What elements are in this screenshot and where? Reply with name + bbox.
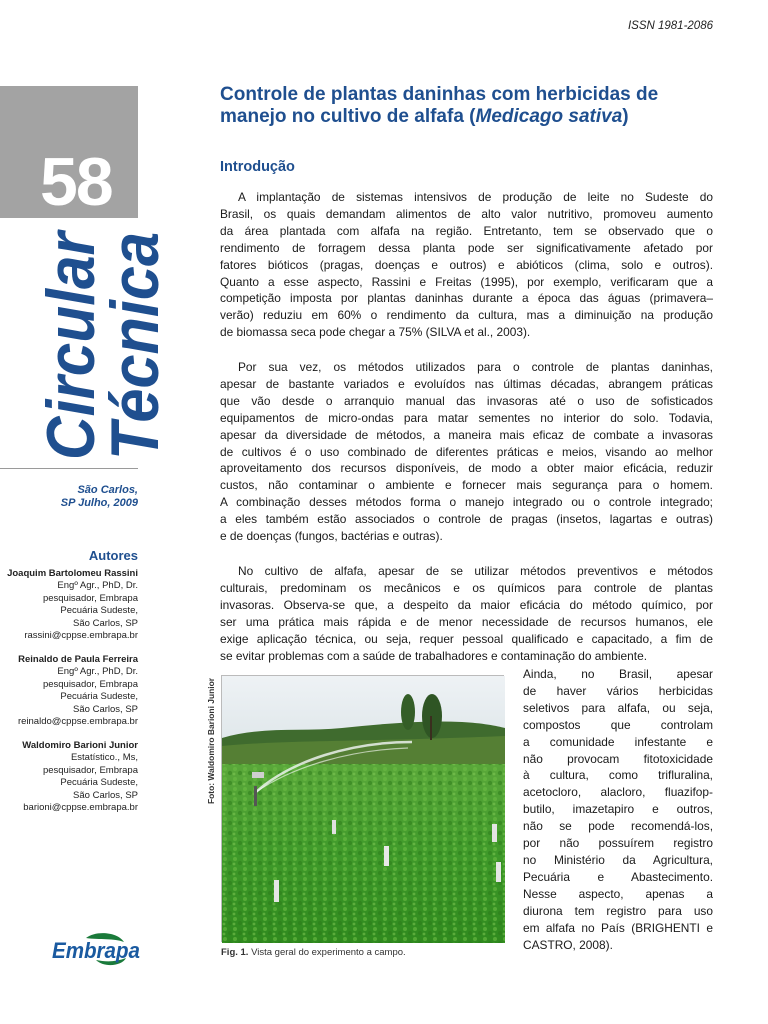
series-number: 58 [40,144,112,220]
place-date: São Carlos, SP Julho, 2009 [60,484,138,509]
paragraph-2: Por sua vez, os métodos utilizados para o controle de plantas daninhas, apesar de bastante variados e evoluídos nas últimas décadas, abrangem práticas que vão desde o arranquio manual das invasoras até o uso de sofisticados equipamentos de micro-ondas para matar sementes no interior do solo. Todavia, apesar da diversidade de métodos, a maneira mais eficaz de combate a invasoras de cultivos é o uso combinado de diferentes práticas e meios, visando ao melhor aproveitamento dos recursos disponíveis, de modo a obter maior eficácia, reduzir custos, não contaminar o ambiente e fornecer mais segurança para o homem. A combinação desses métodos forma o manejo integrado ou o controle integrado; a eles também estão associados o controle de pragas (insetos, lagartas e outras) e de doenças (fungos, bactérias e outras). [220,360,713,544]
series-name [20,203,173,462]
logo-wordmark: Embrapa [52,938,140,963]
paragraph-3: No cultivo de alfafa, apesar de se utilizar métodos preventivos e métodos culturais, predominam os mecânicos e os químicos para controle de plantas invasoras. Observa-se que, a despeito da maior eficácia do método químico, por ser uma prática mais rápida e de menor necessidade de recursos humanos, ele exige aplicação técnica, ou seja, requer pessoal qualificado e capacitado, a fim de se evitar problemas com a saúde de trabalhadores e contaminação do ambiente. [220,564,713,663]
embrapa-logo [52,932,142,966]
document-title: Controle de plantas daninhas com herbicidas de manejo no cultivo de alfafa (Medicago sativa) [220,84,659,127]
svg-text:Foto: Waldomiro Barioni Junior: Foto: Waldomiro Barioni Junior [206,676,216,804]
issn-label: ISSN 1981-2086 [627,20,713,32]
author-email: reinaldo@cppse.embrapa.br [17,716,138,728]
paragraph-4: Ainda, no Brasil, apesar de haver vários herbicidas seletivos para alfafa, ou seja, compostos que controlam a comunidade infestante e não provocam fitotoxicidade à cultura, como trifluralina, acetocloro, alacloro, fluazifop- butilo, imazetapiro e outros, não se pode recomendá-los, por não possuírem registro no Ministério da Agricultura, Pecuária e Abastecimento. Nesse aspecto, apenas a diurona tem registro para uso em alfafa no País (BRIGHENTI e CASTRO, 2008). [523,667,713,952]
field-photo [221,675,504,942]
paragraph-1: A implantação de sistemas intensivos de produção de leite no Sudeste do Brasil, os quais demandam alimentos de alto valor nutritivo, promoveu aumento da área plantada com alfafa na região. Entretanto, tem se observado que o rendimento de forragem dessa planta pode ser significativamente afetado por fatores bióticos (pragas, doenças e outros) e abióticos (clima, solo e outros). Quanto a esse aspecto, Rassini e Freitas (1995), por exemplo, verificaram que a competição imposta por plantas daninhas durante a época das águas (primavera– verão) reduziu em 60% o rendimento da cultura, mas a diminuição na produção de biomassa seca pode chegar a 75% (SILVA et al., 2003). [220,190,713,340]
series-name-line1: Circular [33,203,109,460]
authors-heading: Autores [88,548,138,563]
section-heading: Introdução [220,159,295,175]
author-rassini: Joaquim Bartolomeu Rassini Engº Agr., PhD, Dr. pesquisador, Embrapa Pecuária Sudeste, São Carlos, SP rassini@cppse.embrapa.br [0,568,138,642]
author-email: rassini@cppse.embrapa.br [24,630,138,642]
series-name-line2: Técnica [97,206,173,460]
author-email: barioni@cppse.embrapa.br [23,802,138,814]
sidebar-divider [0,468,138,469]
figure-caption: Fig. 1. Vista geral do experimento a campo. [221,947,406,958]
photo-credit [204,676,216,806]
author-barioni: Waldomiro Barioni Junior Estatístico., Ms, pesquisador, Embrapa Pecuária Sudeste, São Carlos, SP barioni@cppse.embrapa.br [0,740,138,814]
author-ferreira: Reinaldo de Paula Ferreira Engº Agr., PhD, Dr. pesquisador, Embrapa Pecuária Sudeste, São Carlos, SP reinaldo@cppse.embrapa.br [0,654,138,728]
